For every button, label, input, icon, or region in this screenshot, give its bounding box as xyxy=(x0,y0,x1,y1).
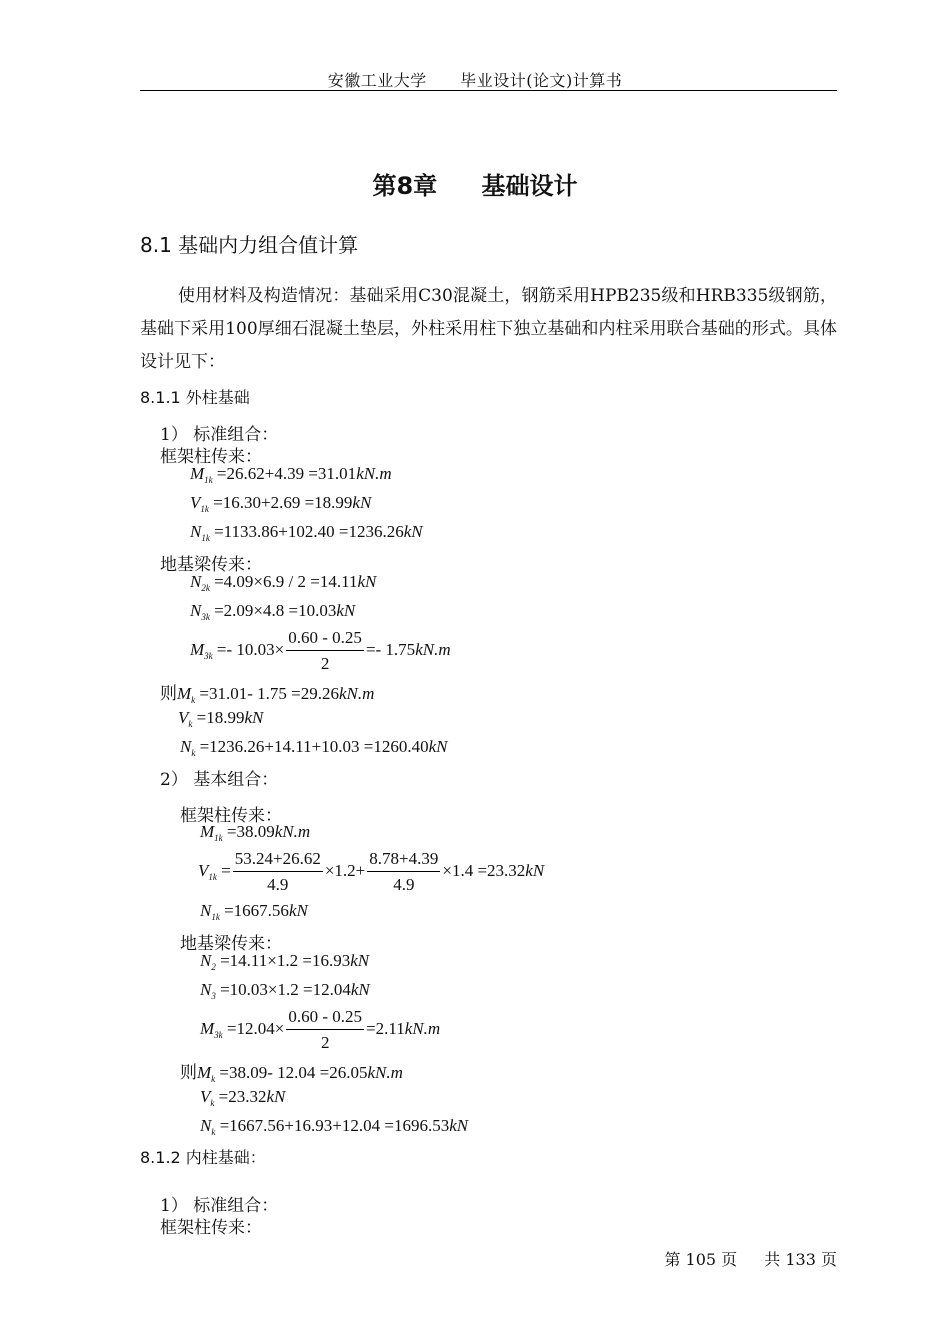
ground-beam-label: 地基梁传来： xyxy=(160,555,262,575)
page-total: 共 133 页 xyxy=(764,1250,837,1269)
eq-basic-v1k: $V_{1k}$ = $\frac{53.24+26.62}{4.9}$ ×1.2+ $\frac{8.78+4.39}{4.9}$ ×1.4 =23.32kN xyxy=(198,849,545,894)
fraction: $\frac{8.78+4.39}{4.9}$ xyxy=(369,849,439,894)
page-header xyxy=(0,68,950,91)
std-combo-label-2: 1） 标准组合： xyxy=(160,1196,279,1216)
eq-std-m3k: $M_{3k} =- 10.03\times$ $\frac{0.60 - 0.25}{2}$ =- 1.75kN.m xyxy=(190,628,451,673)
fraction: $\frac{53.24+26.62}{4.9}$ xyxy=(234,849,321,894)
fraction: $\frac{0.60 - 0.25}{2}$ xyxy=(288,1007,363,1052)
eq-std-nk: $N_k =1236.26+14.11+10.03 =1260.40kN$ xyxy=(180,737,448,758)
doc-title: 毕业设计(论文)计算书 xyxy=(460,71,623,90)
fraction: $\frac{0.60 - 0.25}{2}$ xyxy=(288,628,362,673)
chapter-heading xyxy=(0,166,950,201)
basic-combo-label: 2） 基本组合： xyxy=(160,770,279,790)
eq-basic-n3: $N_3 =10.03\times 1.2 =12.04kN$ xyxy=(200,980,370,1001)
std-combo-label: 1） 标准组合： xyxy=(160,425,279,445)
eq-std-m1k: $M_{1k} =26.62+4.39 =31.01kN.m$ xyxy=(190,464,392,485)
eq-std-n1k: $N_{1k} =1133.86+102.40 =1236.26kN$ xyxy=(190,522,423,543)
subsection-heading-1: 8.1.1 外柱基础 xyxy=(140,388,250,407)
frame-col-label: 框架柱传来： xyxy=(160,447,262,467)
eq-basic-mk: 则$M_k =38.09-$ 12.04 =26.05kN.m xyxy=(180,1063,403,1084)
eq-std-vk: $V_k =18.99kN$ xyxy=(178,708,264,729)
page-footer xyxy=(656,1247,837,1270)
subsection-heading-2: 8.1.2 内柱基础： xyxy=(140,1148,266,1167)
section-heading: 8.1 基础内力组合值计算 xyxy=(140,233,359,257)
eq-std-n2k: $N_{2k} =4.09\times 6.9 / 2 =14.11kN$ xyxy=(190,572,377,593)
frame-col-label-2: 框架柱传来： xyxy=(160,1218,262,1238)
chapter-number: 第8章 xyxy=(372,172,438,200)
eq-std-v1k: $V_{1k} =16.30+2.69 =18.99kN$ xyxy=(190,493,372,514)
eq-basic-n2: $N_2 =14.11\times 1.2 =16.93kN$ xyxy=(200,951,370,972)
eq-basic-vk: $V_k =23.32kN$ xyxy=(200,1087,286,1108)
page-number: 第 105 页 xyxy=(664,1250,738,1269)
basic-ground-beam-label: 地基梁传来： xyxy=(180,934,282,954)
intro-paragraph: 使用材料及构造情况：基础采用C30混凝土，钢筋采用HPB235级和HRB335级钢筋，基础下采用100厚细石混凝土垫层，外柱采用柱下独立基础和内柱采用联合基础的形式。具体设计见下： xyxy=(140,286,837,372)
basic-frame-col-label: 框架柱传来： xyxy=(180,806,282,826)
eq-basic-n1k: $N_{1k} =1667.56kN$ xyxy=(200,901,308,922)
school-name: 安徽工业大学 xyxy=(327,71,427,90)
eq-basic-m1k: $M_{1k} =38.09kN.m$ xyxy=(200,822,311,843)
eq-basic-m3k: $M_{3k} =12.04\times$ $\frac{0.60 - 0.25}{2}$ =2.11kN.m xyxy=(200,1007,441,1052)
header-rule xyxy=(140,90,837,91)
eq-basic-nk: $N_k =1667.56+16.93+12.04 =1696.53kN$ xyxy=(200,1116,469,1137)
eq-std-mk: 则$M_k =31.01-$ 1.75 =29.26kN.m xyxy=(160,684,375,705)
eq-std-n3k: $N_{3k} =2.09\times 4.8 =10.03kN$ xyxy=(190,601,356,622)
chapter-title: 基础设计 xyxy=(481,172,578,200)
